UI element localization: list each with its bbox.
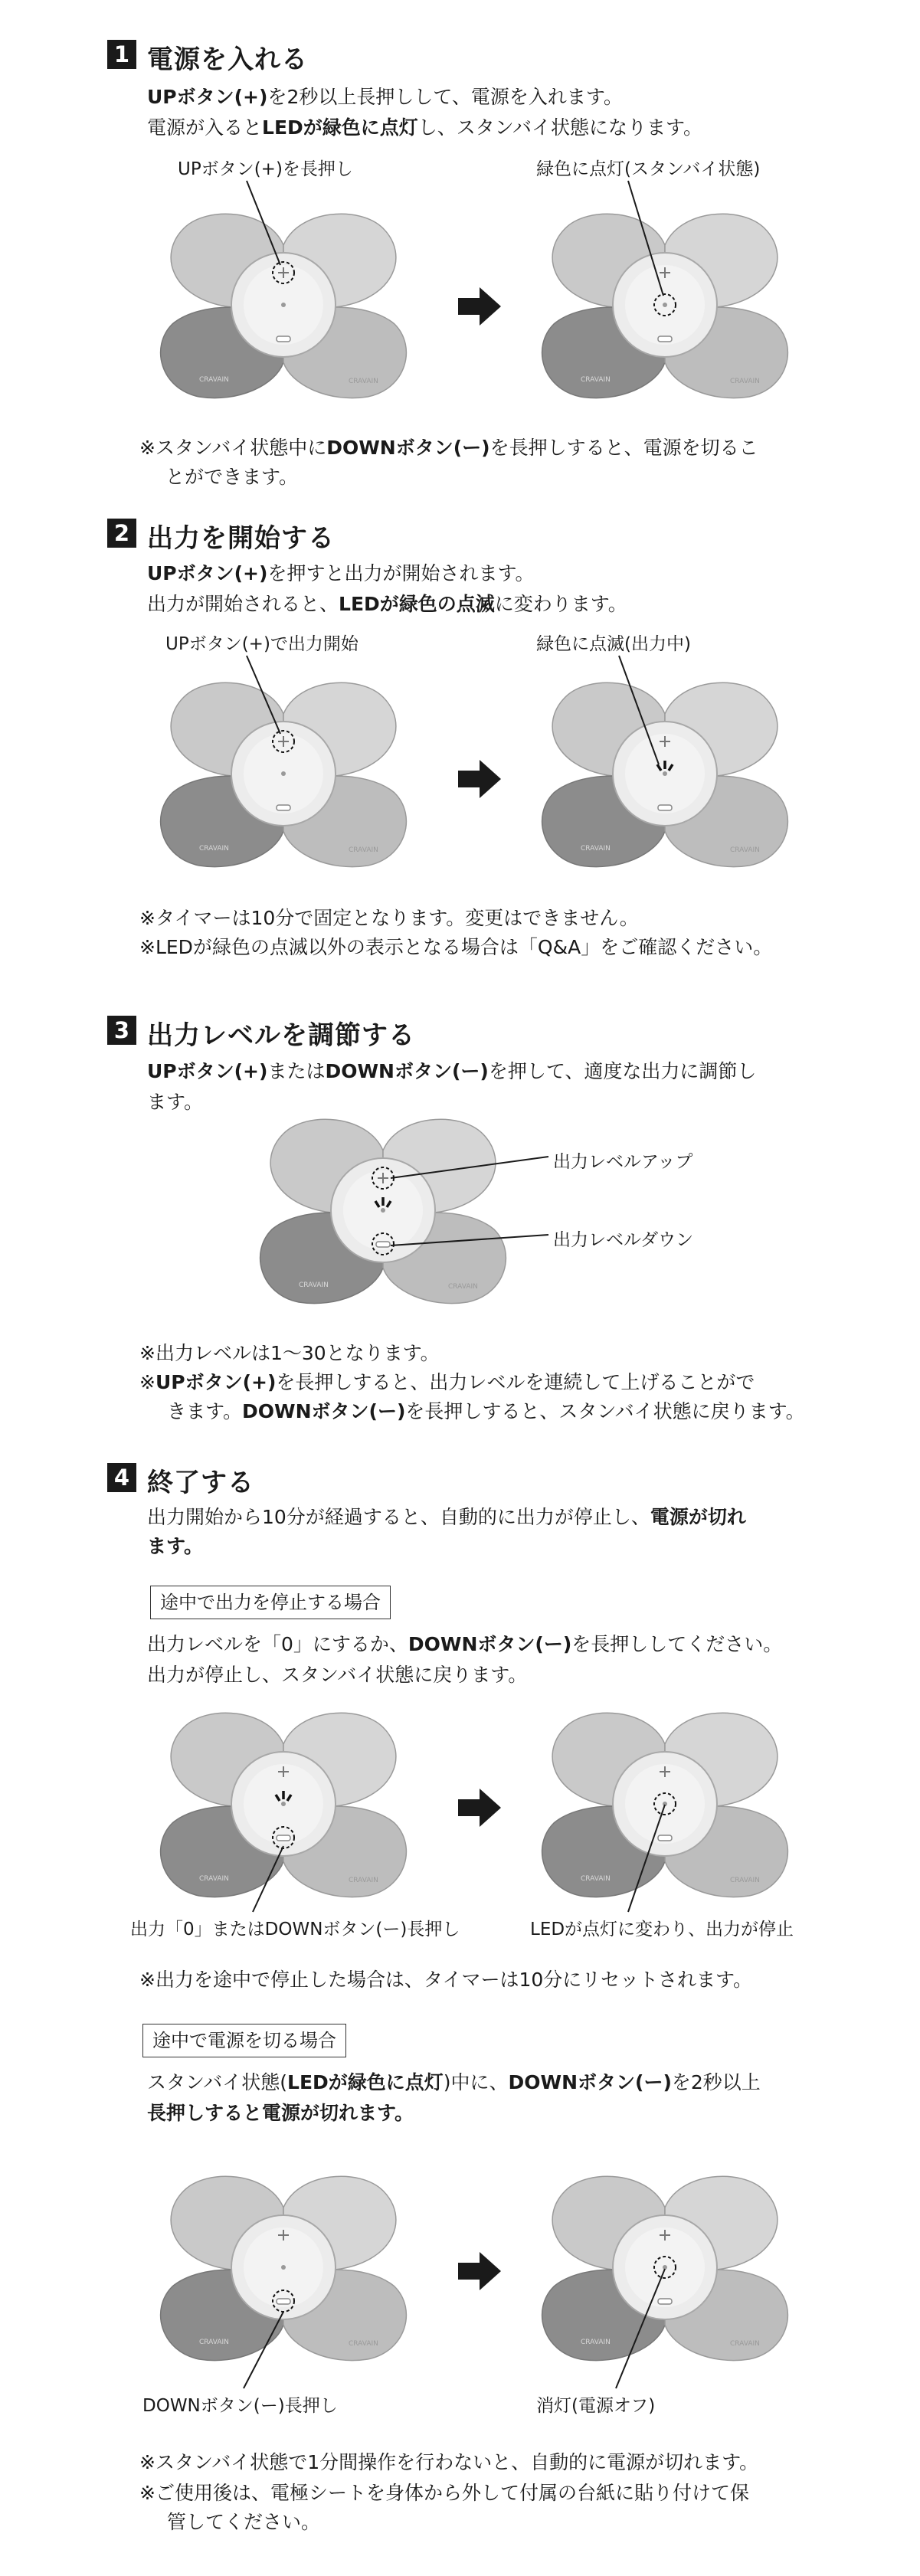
- arrow-right-icon: [458, 760, 501, 798]
- section-title-finish: 終了する: [147, 1468, 254, 1498]
- instruction-line: スタンバイ状態(LEDが緑色に点灯)中に、DOWNボタン(ー)を2秒以上: [147, 2071, 761, 2093]
- device-illustration: [153, 2168, 414, 2367]
- led-icon: [281, 303, 286, 307]
- note-text: ※タイマーは10分で固定となります。変更はできません。: [139, 907, 639, 929]
- led-icon: [663, 2265, 667, 2270]
- arrow-right-icon: [458, 2252, 501, 2290]
- down-button-icon: [376, 1242, 390, 1247]
- section-title-adjust-level: 出力レベルを調節する: [147, 1020, 415, 1051]
- led-icon: [663, 1802, 667, 1806]
- svg-text:CRAVAIN: CRAVAIN: [349, 378, 378, 385]
- arrow-right-icon: [458, 1789, 501, 1827]
- device-illustration: [535, 205, 795, 404]
- led-icon: [663, 771, 667, 776]
- down-button-icon: [658, 805, 672, 810]
- note-text: ※ご使用後は、電極シートを身体から外して付属の台紙に貼り付けて保: [139, 2482, 749, 2504]
- instruction-line: UPボタン(+)を2秒以上長押しして、電源を入れます。: [147, 86, 623, 108]
- svg-text:CRAVAIN: CRAVAIN: [730, 378, 760, 385]
- down-button-icon: [277, 336, 290, 342]
- svg-text:CRAVAIN: CRAVAIN: [199, 2339, 229, 2346]
- down-button-icon: [277, 805, 290, 810]
- down-button-icon: [658, 336, 672, 342]
- note-text: 管してください。: [167, 2511, 321, 2533]
- caption-up-long-press: UPボタン(+)を長押し: [178, 159, 353, 179]
- subsection-label-power-off: 途中で電源を切る場合: [142, 2024, 346, 2057]
- instruction-line: ます。: [147, 1535, 204, 1557]
- instruction-line: 長押しすると電源が切れます。: [147, 2102, 414, 2124]
- note-text: ※UPボタン(+)を長押しすると、出力レベルを連続して上げることがで: [139, 1371, 755, 1393]
- instruction-line: ます。: [147, 1091, 204, 1113]
- device-illustration: [535, 674, 795, 873]
- led-icon: [381, 1208, 385, 1213]
- svg-text:CRAVAIN: CRAVAIN: [730, 846, 760, 854]
- svg-text:CRAVAIN: CRAVAIN: [349, 1877, 378, 1884]
- svg-text:CRAVAIN: CRAVAIN: [199, 845, 229, 853]
- svg-text:CRAVAIN: CRAVAIN: [448, 1283, 478, 1291]
- note-text: ※スタンバイ状態で1分間操作を行わないと、自動的に電源が切れます。: [139, 2451, 759, 2473]
- led-icon: [281, 2265, 286, 2270]
- device-illustration: [535, 1704, 795, 1903]
- note-text: ※出力を途中で停止した場合は、タイマーは10分にリセットされます。: [139, 1969, 753, 1991]
- caption-up-start: UPボタン(+)で出力開始: [165, 634, 359, 654]
- note-text: ※出力レベルは1〜30となります。: [139, 1342, 440, 1364]
- svg-text:CRAVAIN: CRAVAIN: [581, 1875, 611, 1883]
- caption-stop-output: 出力「0」またはDOWNボタン(ー)長押し: [130, 1920, 460, 1939]
- instruction-line: 出力が停止し、スタンバイ状態に戻ります。: [147, 1664, 528, 1686]
- device-illustration: [153, 1704, 414, 1903]
- instruction-line: 電源が入るとLEDが緑色に点灯し、スタンバイ状態になります。: [147, 116, 703, 139]
- step-number-4: 4: [107, 1463, 136, 1492]
- caption-led-on-stopped: LEDが点灯に変わり、出力が停止: [530, 1920, 794, 1939]
- instruction-line: UPボタン(+)またはDOWNボタン(ー)を押して、適度な出力に調節し: [147, 1060, 757, 1082]
- svg-text:CRAVAIN: CRAVAIN: [730, 1877, 760, 1884]
- down-button-icon: [658, 2299, 672, 2304]
- svg-text:CRAVAIN: CRAVAIN: [299, 1281, 329, 1289]
- device-illustration: [535, 2168, 795, 2367]
- arrow-right-icon: [458, 287, 501, 326]
- down-button-icon: [658, 1835, 672, 1841]
- instruction-line: 出力が開始されると、LEDが緑色の点滅に変わります。: [147, 593, 627, 615]
- device-illustration: [153, 205, 414, 404]
- svg-text:CRAVAIN: CRAVAIN: [349, 2340, 378, 2348]
- caption-green-on-standby: 緑色に点灯(スタンバイ状態): [536, 159, 761, 179]
- down-button-icon: [277, 2299, 290, 2304]
- svg-text:CRAVAIN: CRAVAIN: [581, 376, 611, 384]
- subsection-label-stop-output: 途中で出力を停止する場合: [150, 1586, 391, 1619]
- instruction-line: 出力レベルを「0」にするか、DOWNボタン(ー)を長押ししてください。: [147, 1633, 783, 1655]
- caption-level-down: 出力レベルダウン: [553, 1230, 694, 1250]
- step-number-2: 2: [107, 519, 136, 548]
- caption-down-long-press: DOWNボタン(ー)長押し: [142, 2396, 338, 2416]
- note-text: ※LEDが緑色の点滅以外の表示となる場合は「Q&A」をご確認ください。: [139, 936, 773, 958]
- step-number-3: 3: [107, 1016, 136, 1045]
- svg-text:CRAVAIN: CRAVAIN: [581, 2339, 611, 2346]
- caption-level-up: 出力レベルアップ: [553, 1152, 693, 1172]
- device-illustration: [253, 1111, 513, 1310]
- svg-text:CRAVAIN: CRAVAIN: [349, 846, 378, 854]
- note-text: とができます。: [165, 466, 299, 488]
- caption-green-blink: 緑色に点滅(出力中): [536, 634, 691, 654]
- led-icon: [663, 303, 667, 307]
- step-number-1: 1: [107, 40, 136, 69]
- led-icon: [281, 1802, 286, 1806]
- instruction-line: 出力開始から10分が経過すると、自動的に出力が停止し、電源が切れ: [147, 1506, 746, 1528]
- svg-text:CRAVAIN: CRAVAIN: [199, 1875, 229, 1883]
- note-text: ※スタンバイ状態中にDOWNボタン(ー)を長押しすると、電源を切るこ: [139, 437, 758, 459]
- svg-text:CRAVAIN: CRAVAIN: [581, 845, 611, 853]
- led-icon: [281, 771, 286, 776]
- instruction-line: UPボタン(+)を押すと出力が開始されます。: [147, 562, 535, 584]
- svg-text:CRAVAIN: CRAVAIN: [199, 376, 229, 384]
- svg-text:CRAVAIN: CRAVAIN: [730, 2340, 760, 2348]
- caption-light-off: 消灯(電源オフ): [536, 2396, 656, 2416]
- section-title-start-output: 出力を開始する: [147, 523, 335, 554]
- device-illustration: [153, 674, 414, 873]
- section-title-power-on: 電源を入れる: [147, 44, 308, 75]
- note-text: きます。DOWNボタン(ー)を長押しすると、スタンバイ状態に戻ります。: [167, 1400, 805, 1422]
- down-button-icon: [277, 1835, 290, 1841]
